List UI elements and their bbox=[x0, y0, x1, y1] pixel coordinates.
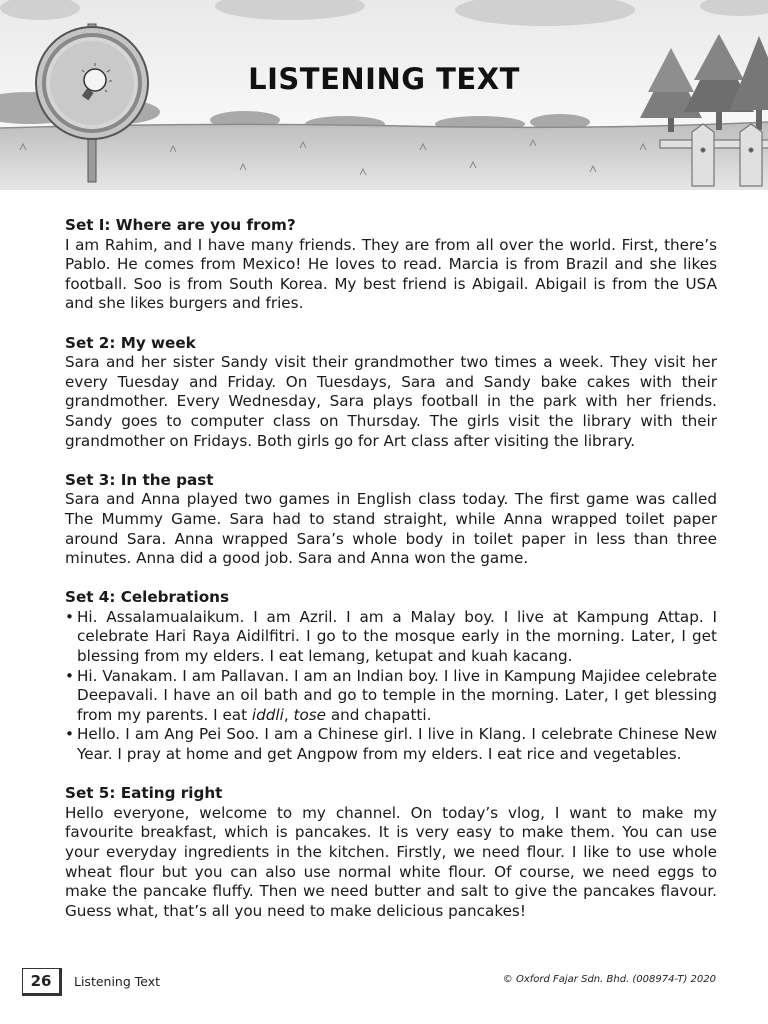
footer-label: Listening Text bbox=[74, 974, 161, 989]
section-set-4 bbox=[65, 588, 717, 764]
bullet-text: Hi. Vanakam. I am Pallavan. I am an Indian boy. I live in Kampung Majidee celebrate Deepavali. I have an oil bath and go to temple in the morning. Later, I get blessing from my parents. I eat bbox=[77, 666, 717, 724]
food-term: iddli bbox=[251, 705, 284, 724]
bullet-separator: , bbox=[283, 705, 294, 724]
section-title: Set I: Where are you from? bbox=[65, 216, 296, 234]
section-set-1 bbox=[65, 216, 717, 314]
page-number: 26 bbox=[22, 968, 62, 996]
list-item bbox=[65, 667, 717, 726]
food-term: tose bbox=[293, 705, 326, 724]
section-set-5 bbox=[65, 784, 717, 921]
header-banner bbox=[0, 0, 768, 190]
section-paragraph: Hello everyone, welcome to my channel. On today’s vlog, I want to make my favourite breakfast, which is pancakes. It is very easy to make them. You can use your everyday ingredients in the kitchen. Firstly, we need flour. I like to use whole wheat flour but you can also use normal white flour. Of course, we need eggs to make the pancake fluffy. Then we need butter and salt to give the pancakes flavour. Guess what, that’s all you need to make delicious pancakes! bbox=[65, 803, 717, 920]
list-item: • Hi. Assalamualaikum. I am Azril. I am a Malay boy. I live at Kampung Attap. I celebrate Hari Raya Aidilfitri. I go to the mosque early in the morning. Later, I get blessing from my elders. I eat lemang, ketupat and kuah kacang. bbox=[65, 608, 717, 667]
section-title: Set 5: Eating right bbox=[65, 784, 223, 803]
listening-text-body bbox=[65, 216, 717, 941]
list-item: • Hello. I am Ang Pei Soo. I am a Chinese girl. I live in Klang. I celebrate Chinese New Year. I pray at home and get Angpow from my elders. I eat rice and vegetables. bbox=[65, 725, 717, 764]
bullet-text: and chapatti. bbox=[326, 705, 432, 724]
section-paragraph: I am Rahim, and I have many friends. They are from all over the world. First, there’s Pablo. He comes from Mexico! He loves to read. Marcia is from Brazil and she likes football. Soo is from South Korea. My best friend is Abigail. Abigail is from the USA and she likes burgers and fries. bbox=[65, 235, 717, 313]
page-title: LISTENING TEXT bbox=[248, 62, 520, 96]
page-footer bbox=[0, 960, 768, 1000]
bullet-list bbox=[65, 608, 717, 765]
section-title: Set 4: Celebrations bbox=[65, 588, 230, 607]
section-title: Set 3: In the past bbox=[65, 470, 214, 489]
section-set-3 bbox=[65, 471, 717, 569]
copyright-notice: © Oxford Fajar Sdn. Bhd. (008974-T) 2020 bbox=[502, 974, 716, 985]
section-paragraph: Sara and her sister Sandy visit their grandmother two times a week. They visit her every Tuesday and Friday. On Tuesdays, Sara and Sandy bake cakes with their grandmother. Every Wednesday, Sara plays football in the park with her friends. Sandy goes to computer class on Thursday. The girls visit the library with their grandmother on Fridays. Both girls go for Art class after visiting the library. bbox=[65, 353, 717, 450]
section-set-2 bbox=[65, 334, 717, 452]
section-title: Set 2: My week bbox=[65, 333, 196, 352]
section-paragraph: Sara and Anna played two games in English class today. The first game was called The Mummy Game. Sara had to stand straight, while Anna wrapped toilet paper around Sara. Anna wrapped Sara’s whole body in toilet paper in less than three minutes. Anna did a good job. Sara and Anna won the game. bbox=[65, 490, 717, 568]
